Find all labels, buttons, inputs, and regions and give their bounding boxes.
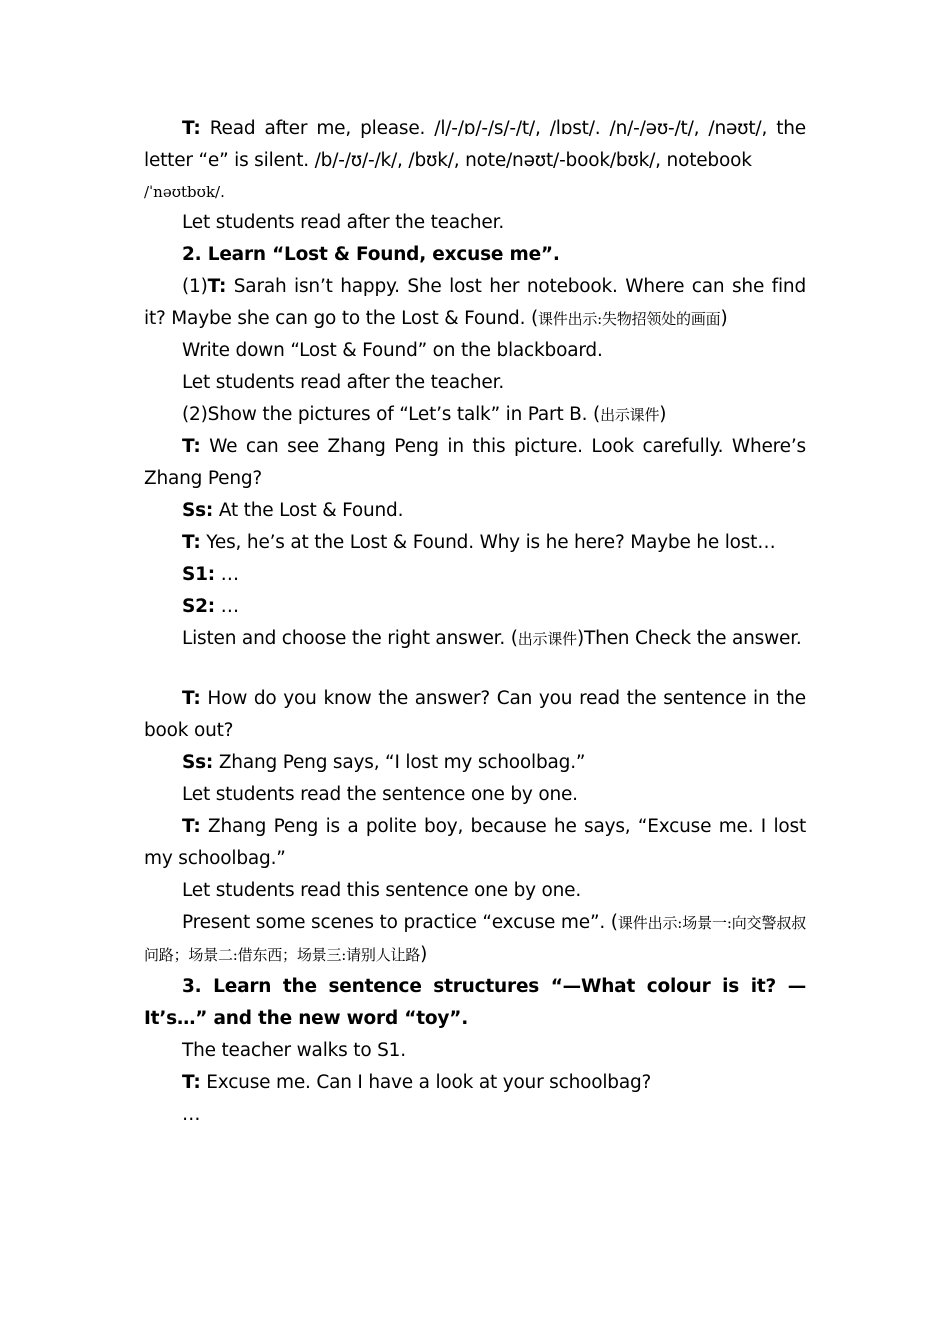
dialogue-text: We can see Zhang Peng in this picture. Look carefully. Where’s Zhang Peng? xyxy=(144,436,806,489)
paragraph-instruction: Write down “Lost & Found” on the blackboard. xyxy=(182,340,603,361)
paragraph-text: Present some scenes to practice “excuse me”. ( xyxy=(182,912,618,933)
speaker-label: T: xyxy=(182,688,201,709)
dialogue-text: At the Lost & Found. xyxy=(213,500,404,521)
paragraph-sarah xyxy=(144,271,806,335)
dialogue-line xyxy=(144,495,806,527)
dialogue-line xyxy=(144,1067,806,1099)
paragraph-text: Listen and choose the right answer. ( xyxy=(182,628,518,649)
speaker-label: T: xyxy=(182,816,201,837)
section-heading-3: 3. Learn the sentence structures “—What colour is it? —It’s…” and the new word “toy”. xyxy=(144,976,806,1029)
dialogue-line xyxy=(144,559,806,591)
paragraph-show-pictures xyxy=(144,399,806,431)
item-number: (1) xyxy=(182,276,208,297)
paragraph-text: Sarah isn’t happy. She lost her notebook. Where can she find it? Maybe she can go to the Lost & Found. ( xyxy=(144,276,806,329)
paragraph-instruction: Let students read this sentence one by one. xyxy=(182,880,582,901)
paragraph-text-end: )Then Check the answer. xyxy=(576,628,802,649)
speaker-label: S1: xyxy=(182,564,215,585)
phonetic-notebook: /ˈnəʊtbʊk/. xyxy=(144,183,225,201)
chinese-note: 课件出示:失物招领处的画面 xyxy=(537,310,721,328)
dialogue-line xyxy=(144,591,806,623)
document-body xyxy=(144,113,806,1131)
dialogue-text: How do you know the answer? Can you read the sentence in the book out? xyxy=(144,688,806,741)
speaker-label: T: xyxy=(182,118,201,139)
dialogue-text: … xyxy=(215,564,239,585)
speaker-label: T: xyxy=(182,532,201,553)
chinese-note: 出示课件 xyxy=(517,630,577,648)
dialogue-text: Zhang Peng says, “I lost my schoolbag.” xyxy=(213,752,586,773)
paragraph-instruction: The teacher walks to S1. xyxy=(182,1040,406,1061)
dialogue-text: Zhang Peng is a polite boy, because he says, “Excuse me. I lost my schoolbag.” xyxy=(144,816,806,869)
paragraph-instruction: Let students read after the teacher. xyxy=(182,212,505,233)
dialogue-text: Excuse me. Can I have a look at your schoolbag? xyxy=(200,1072,652,1093)
speaker-label: Ss: xyxy=(182,500,214,521)
chinese-note: 课件出示:场景一:向交警叔叔问路；场景二:借东西；场景三:请别人让路 xyxy=(144,914,806,964)
paragraph-text-end: ) xyxy=(420,944,428,965)
dialogue-line xyxy=(144,811,806,875)
speaker-label: Ss: xyxy=(182,752,214,773)
paragraph-text-end: ) xyxy=(659,404,667,425)
dialogue-text: … xyxy=(215,596,239,617)
chinese-note: 出示课件 xyxy=(600,406,660,424)
paragraph-present-scenes xyxy=(144,907,806,971)
dialogue-text: Yes, he’s at the Lost & Found. Why is he here? Maybe he lost… xyxy=(200,532,776,553)
paragraph-text: (2)Show the pictures of “Let’s talk” in Part B. ( xyxy=(182,404,601,425)
paragraph-listen xyxy=(144,623,806,655)
paragraph-instruction: Let students read after the teacher. xyxy=(182,372,505,393)
dialogue-line xyxy=(144,747,806,779)
ellipsis-line: … xyxy=(182,1104,201,1125)
section-heading-2: 2. Learn “Lost & Found, excuse me”. xyxy=(182,244,560,265)
paragraph-text-end: ) xyxy=(720,308,728,329)
paragraph-text: Read after me, please. /l/-/ɒ/-/s/-/t/, /lɒst/. /n/-/əʊ-/t/, /nəʊt/, the letter “e” is silent. /b/-/ʊ/-/k/, /bʊk/, note/nəʊt/-book/bʊk/, notebook xyxy=(144,118,806,171)
speaker-label: T: xyxy=(207,276,227,297)
paragraph-instruction: Let students read the sentence one by one. xyxy=(182,784,578,805)
speaker-label: S2: xyxy=(182,596,215,617)
paragraph-read-after-me xyxy=(144,113,806,177)
blank-line xyxy=(144,655,806,683)
dialogue-line xyxy=(144,527,806,559)
speaker-label: T: xyxy=(182,1072,201,1093)
dialogue-line xyxy=(144,683,806,747)
speaker-label: T: xyxy=(182,436,201,457)
dialogue-line xyxy=(144,431,806,495)
